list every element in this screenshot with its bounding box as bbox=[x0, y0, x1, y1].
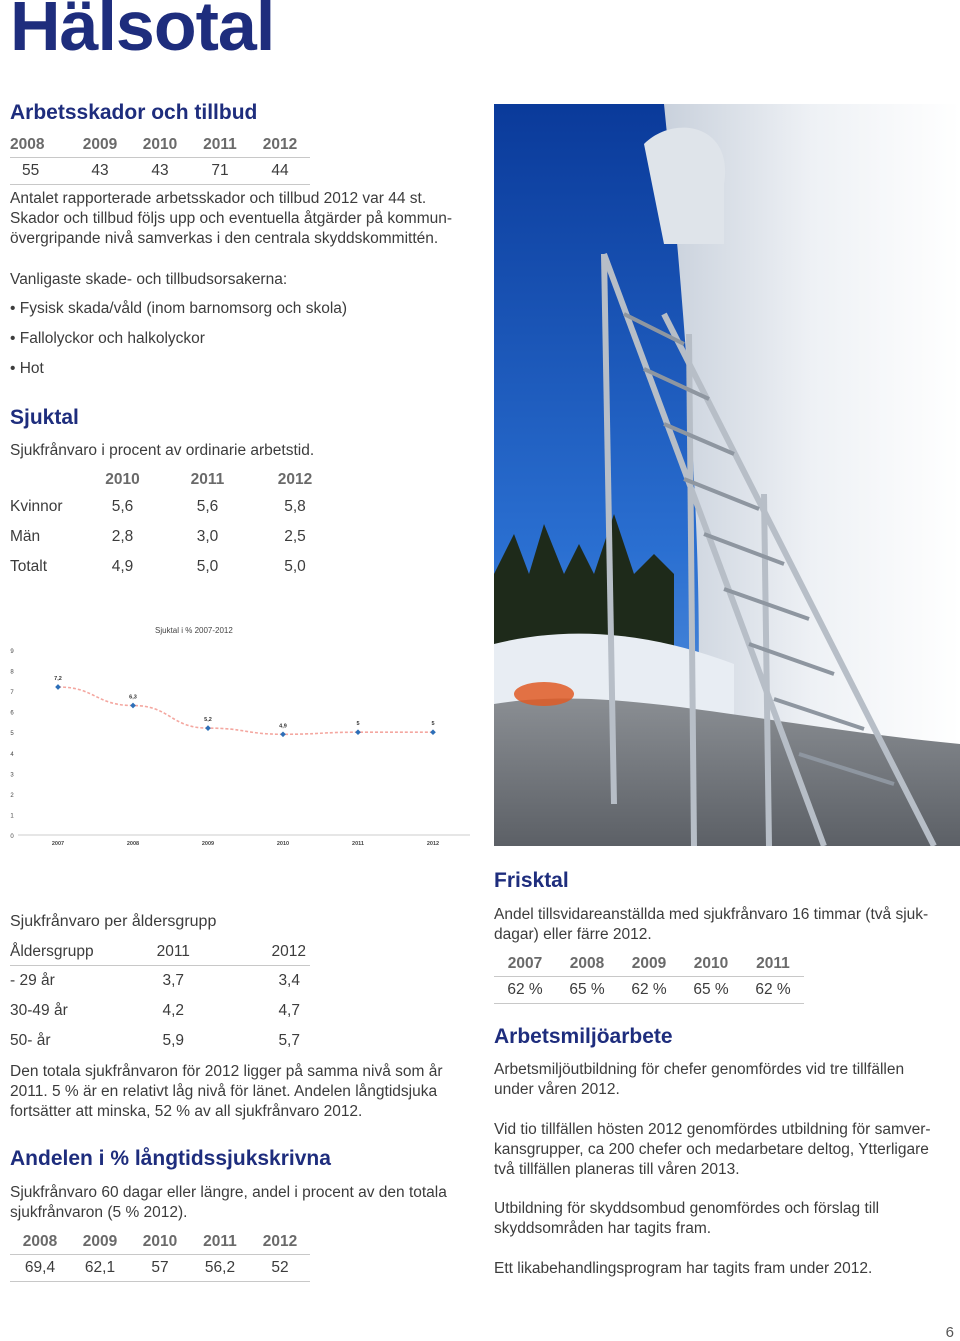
row-label: Män bbox=[10, 528, 41, 545]
data-label: 5,2 bbox=[204, 717, 212, 724]
arbetsmiljo-para-4 bbox=[494, 1259, 872, 1279]
table-cell: 43 bbox=[130, 158, 190, 185]
aldersgrupp-text bbox=[10, 1062, 443, 1122]
text-line: under våren 2012. bbox=[494, 1081, 620, 1098]
frisktal-text bbox=[494, 905, 928, 945]
table-cell: 65 % bbox=[680, 977, 742, 1004]
year-header: 2007 bbox=[494, 952, 556, 977]
year-header: 2011 bbox=[190, 1230, 250, 1255]
table-cell: 69,4 bbox=[10, 1255, 70, 1282]
data-label: 5 bbox=[356, 721, 360, 728]
x-tick-label: 2012 bbox=[426, 841, 440, 847]
sjuktal-heading: Sjuktal bbox=[10, 406, 79, 429]
table-cell: 62 % bbox=[618, 977, 680, 1004]
arbetsskador-table bbox=[10, 133, 310, 185]
table-cell: 5,9 bbox=[162, 1031, 185, 1049]
y-tick-label: 5 bbox=[10, 731, 14, 738]
aldersgrupp-title: Sjukfrånvaro per åldersgrupp bbox=[10, 913, 217, 930]
text-line: Sjukfrånvaro 60 dagar eller längre, andel i procent av den totala bbox=[10, 1184, 447, 1201]
table-cell: 2,5 bbox=[284, 528, 306, 545]
table-header-blank bbox=[10, 468, 80, 492]
sjuktal-line-chart bbox=[0, 615, 480, 855]
text-line: kansgrupper, ca 200 chefer och medarbetare deltog, Ytterligare bbox=[494, 1141, 929, 1158]
text-line: skyddsområden har tagits fram. bbox=[494, 1220, 712, 1237]
x-tick-label: 2007 bbox=[51, 841, 65, 847]
year-header: 2010 bbox=[130, 133, 190, 158]
photo-wind-turbine-stairs bbox=[494, 104, 960, 846]
table-cell: 2,8 bbox=[111, 528, 134, 545]
year-header: 2012 bbox=[250, 133, 310, 158]
data-label: 4,9 bbox=[279, 723, 287, 730]
y-tick-label: 8 bbox=[10, 669, 14, 676]
table-cell: 4,7 bbox=[278, 1001, 300, 1019]
year-header: 2008 bbox=[10, 133, 70, 158]
text-line: Skador och tillbud följs upp och eventuella åtgärder på kommun- bbox=[10, 210, 453, 227]
page-number: 6 bbox=[945, 1324, 954, 1341]
text-line: Utbildning för skyddsombud genomfördes och förslag till bbox=[494, 1200, 880, 1217]
table-cell: 5,6 bbox=[111, 498, 134, 515]
row-label: Totalt bbox=[10, 558, 48, 575]
table-cell: 44 bbox=[250, 158, 310, 185]
data-point bbox=[430, 729, 436, 735]
text-line: Andel tillsvidareanställda med sjukfrånvaro 16 timmar (två sjuk- bbox=[494, 906, 929, 923]
row-label: 50- år bbox=[10, 1031, 51, 1049]
causes-intro: Vanligaste skade- och tillbudsorsakerna: bbox=[10, 271, 288, 288]
aldersgrupp-table bbox=[10, 939, 310, 1056]
y-tick-label: 2 bbox=[10, 792, 14, 799]
table-cell: 5,0 bbox=[196, 558, 219, 575]
table-cell: 5,8 bbox=[284, 498, 306, 515]
langtid-text bbox=[10, 1183, 447, 1223]
langtid-table bbox=[10, 1230, 310, 1282]
y-tick-label: 4 bbox=[10, 751, 14, 758]
cause-item: • Hot bbox=[10, 360, 44, 377]
table-cell: 56,2 bbox=[190, 1255, 250, 1282]
text-line: Den totala sjukfrånvaron för 2012 ligger på samma nivå som år bbox=[10, 1063, 443, 1080]
data-point bbox=[205, 725, 211, 731]
year-header: 2010 bbox=[680, 952, 742, 977]
data-point bbox=[55, 684, 61, 690]
langtid-heading: Andelen i % långtidssjukskrivna bbox=[10, 1147, 331, 1170]
year-header: 2010 bbox=[130, 1230, 190, 1255]
arbetsskador-heading: Arbetsskador och tillbud bbox=[10, 101, 258, 124]
sjuktal-table bbox=[10, 468, 340, 582]
text-line: Ett likabehandlingsprogram har tagits fram under 2012. bbox=[494, 1260, 873, 1277]
row-label: - 29 år bbox=[10, 966, 129, 996]
table-cell: 62 % bbox=[742, 977, 804, 1004]
table-cell: 3,4 bbox=[217, 966, 310, 996]
text-line: Antalet rapporterade arbetsskador och tillbud 2012 var 44 st. bbox=[10, 190, 427, 207]
table-cell: 4,2 bbox=[162, 1001, 185, 1019]
text-line: Arbetsmiljöutbildning för chefer genomfördes vid tre tillfällen bbox=[494, 1061, 905, 1078]
series-line bbox=[58, 687, 433, 734]
text-line: övergripande nivå samverkas i den centrala skyddskommittén. bbox=[10, 230, 439, 247]
frisktal-heading: Frisktal bbox=[494, 869, 569, 892]
cause-item: • Fallolyckor och halkolyckor bbox=[10, 330, 205, 347]
text-line: fortsätter att minska, 52 % av all sjukfrånvaro 2012. bbox=[10, 1103, 363, 1120]
year-header: 2010 bbox=[105, 471, 140, 488]
y-tick-label: 0 bbox=[10, 834, 14, 840]
year-header: 2011 bbox=[190, 133, 250, 158]
table-cell: 4,9 bbox=[111, 558, 134, 575]
y-tick-label: 9 bbox=[10, 649, 14, 655]
x-tick-label: 2010 bbox=[276, 841, 290, 847]
year-header: 2009 bbox=[70, 133, 130, 158]
data-point bbox=[355, 729, 361, 735]
y-tick-label: 1 bbox=[10, 813, 14, 820]
y-tick-label: 7 bbox=[10, 690, 14, 697]
arbetsskador-text bbox=[10, 189, 452, 249]
year-header: 2011 bbox=[190, 471, 225, 488]
text-line: Vid tio tillfällen hösten 2012 genomfördes utbildning för samver- bbox=[494, 1121, 931, 1138]
year-header: 2008 bbox=[556, 952, 618, 977]
row-label: Kvinnor bbox=[10, 498, 63, 515]
data-point bbox=[130, 703, 136, 709]
table-cell: 55 bbox=[10, 158, 70, 185]
table-cell: 62 % bbox=[494, 977, 556, 1004]
text-line: sjukfrånvaron (5 % 2012). bbox=[10, 1204, 188, 1221]
arbetsmiljo-heading: Arbetsmiljöarbete bbox=[494, 1025, 673, 1048]
table-cell: 5,6 bbox=[196, 498, 219, 515]
x-tick-label: 2009 bbox=[201, 841, 215, 847]
arbetsmiljo-para-1 bbox=[494, 1060, 904, 1100]
table-header: Åldersgrupp bbox=[10, 943, 94, 960]
data-label: 6,3 bbox=[129, 694, 137, 701]
year-header: 2009 bbox=[70, 1230, 130, 1255]
sjuktal-intro: Sjukfrånvaro i procent av ordinarie arbetstid. bbox=[10, 442, 315, 459]
table-cell: 65 % bbox=[556, 977, 618, 1004]
y-tick-label: 3 bbox=[10, 772, 14, 779]
year-header: 2012 bbox=[250, 1230, 310, 1255]
year-header: 2009 bbox=[618, 952, 680, 977]
arbetsmiljo-para-2 bbox=[494, 1120, 931, 1180]
text-line: 2011. 5 % är en relativt låg nivå för länet. Andelen långtidsjuka bbox=[10, 1083, 438, 1100]
frisktal-table bbox=[494, 952, 804, 1004]
x-tick-label: 2008 bbox=[126, 841, 140, 847]
table-cell: 5,0 bbox=[284, 558, 306, 575]
table-cell: 3,0 bbox=[196, 528, 219, 545]
table-cell: 3,7 bbox=[129, 966, 217, 996]
year-header: 2012 bbox=[277, 471, 313, 488]
year-header: 2008 bbox=[10, 1230, 70, 1255]
table-cell: 71 bbox=[190, 158, 250, 185]
data-label: 5 bbox=[431, 721, 435, 728]
page-title: Hälsotal bbox=[10, 0, 275, 65]
text-line: dagar) eller färre 2012. bbox=[494, 926, 652, 943]
year-header: 2012 bbox=[271, 943, 306, 960]
table-cell: 5,7 bbox=[278, 1031, 300, 1049]
cause-item: • Fysisk skada/våld (inom barnomsorg och skola) bbox=[10, 300, 348, 317]
table-cell: 43 bbox=[70, 158, 130, 185]
table-cell: 52 bbox=[250, 1255, 310, 1282]
text-line: två tillfällen planeras till våren 2013. bbox=[494, 1161, 740, 1178]
year-header: 2011 bbox=[742, 952, 804, 977]
data-label: 7,2 bbox=[54, 676, 62, 682]
chart-title: Sjuktal i % 2007-2012 bbox=[155, 626, 233, 635]
table-cell: 57 bbox=[130, 1255, 190, 1282]
x-tick-label: 2011 bbox=[352, 841, 364, 847]
arbetsmiljo-para-3 bbox=[494, 1199, 879, 1239]
year-header: 2011 bbox=[156, 943, 190, 960]
data-point bbox=[280, 731, 286, 737]
table-cell: 62,1 bbox=[70, 1255, 130, 1282]
y-tick-label: 6 bbox=[10, 710, 14, 717]
row-label: 30-49 år bbox=[10, 1001, 68, 1019]
